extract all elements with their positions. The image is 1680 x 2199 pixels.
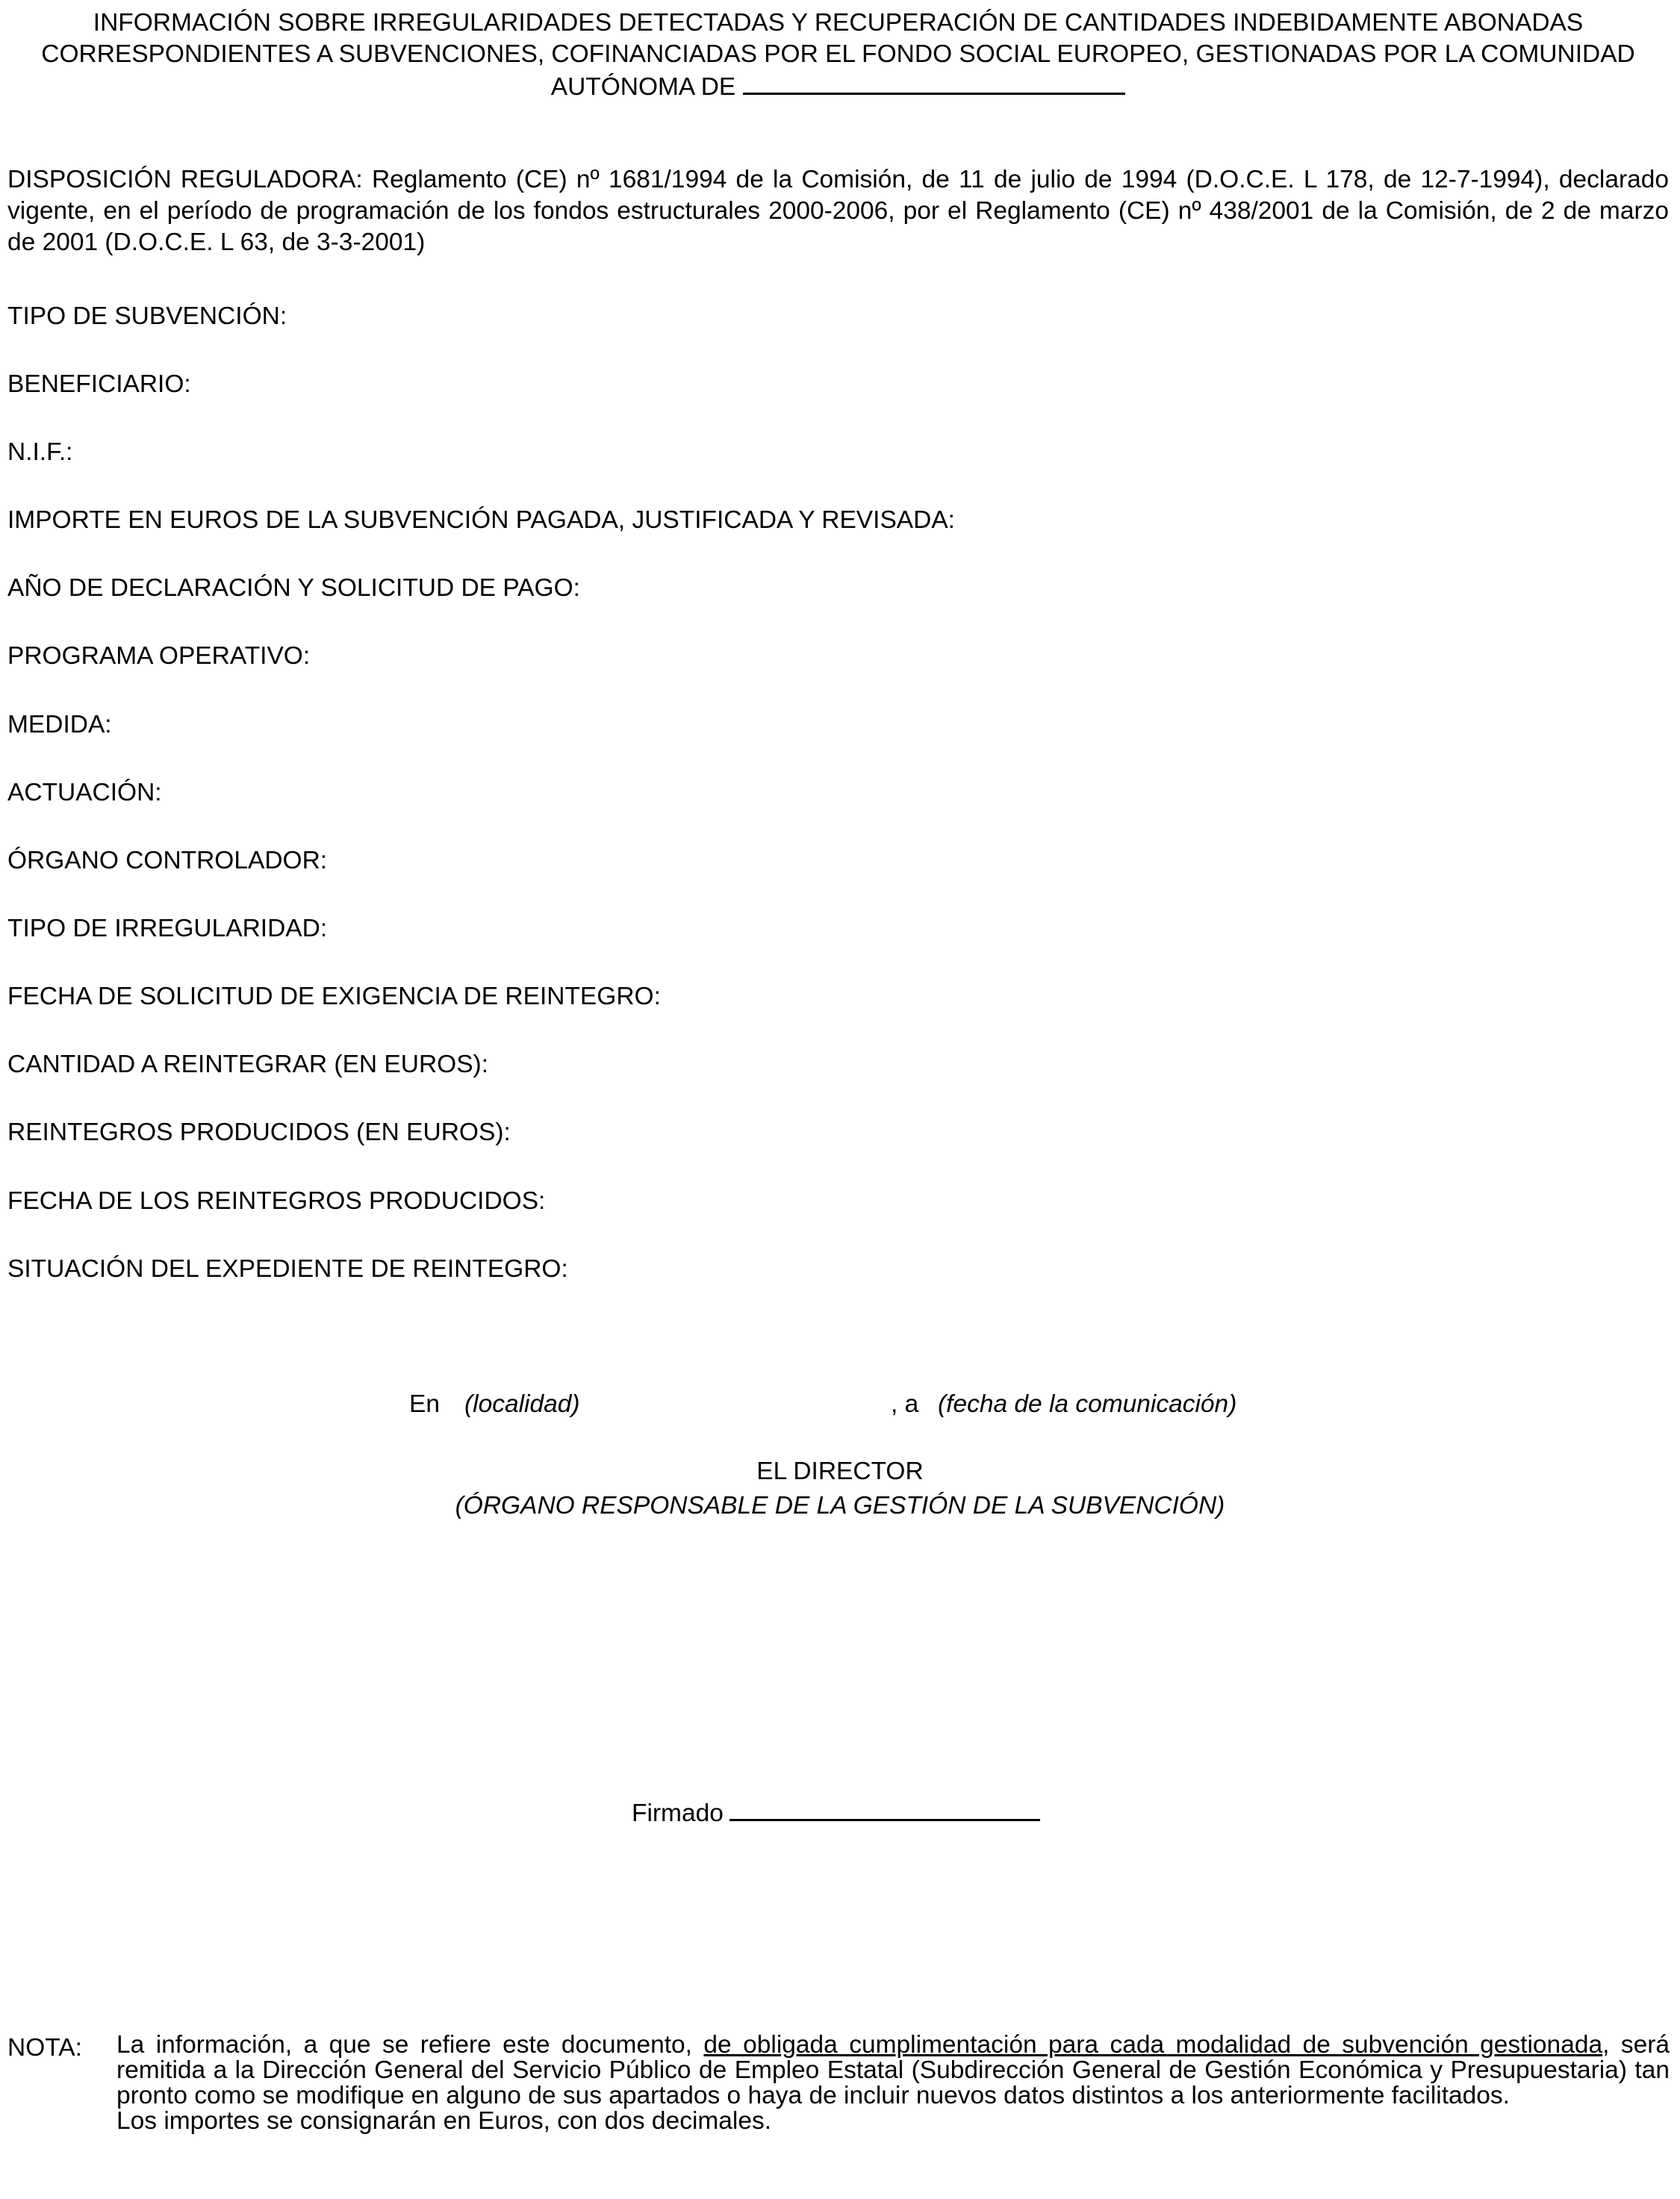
nota-label: NOTA: — [7, 2034, 82, 2062]
nota-intro: La información, a que se refiere este documento, — [116, 2031, 692, 2059]
place-en: En — [409, 1390, 440, 1418]
field-fecha-solicitud: FECHA DE SOLICITUD DE EXIGENCIA DE REINTEGRO: — [7, 983, 661, 1010]
field-organo-controlador: ÓRGANO CONTROLADOR: — [7, 847, 328, 874]
field-importe: IMPORTE EN EUROS DE LA SUBVENCIÓN PAGADA, JUSTIFICADA Y REVISADA: — [7, 506, 955, 534]
place-fecha: (fecha de la comunicación) — [938, 1390, 1237, 1418]
field-tipo-subvencion: TIPO DE SUBVENCIÓN: — [7, 302, 287, 330]
field-reintegros-producidos: REINTEGROS PRODUCIDOS (EN EUROS): — [7, 1119, 511, 1146]
director-title: EL DIRECTOR — [756, 1458, 924, 1485]
document-title — [7, 7, 1669, 103]
field-medida: MEDIDA: — [7, 711, 112, 738]
field-programa-operativo: PROGRAMA OPERATIVO: — [7, 642, 311, 670]
firmado-label: Firmado — [632, 1800, 724, 1827]
field-anio-declaracion: AÑO DE DECLARACIÓN Y SOLICITUD DE PAGO: — [7, 574, 580, 602]
field-cantidad-reintegrar: CANTIDAD A REINTEGRAR (EN EUROS): — [7, 1051, 489, 1078]
disposicion-reguladora: DISPOSICIÓN REGULADORA: Reglamento (CE) nº 1681/1994 de la Comisión, de 11 de julio de 1994 (D.O.C.E. L 178, de 12-7-1994), declarado vigente, en el período de programación de los fondos estructurales 2000-2006, por el Reglamento (CE) nº 438/2001 de la Comisión, de 2 de marzo de 2001 (D.O.C.E. L 63, de 3-3-2001) — [7, 166, 1669, 256]
nota-importes: Los importes se consignarán en Euros, con dos decimales. — [116, 2107, 772, 2135]
signature-line — [729, 1797, 1040, 1821]
director-organo: (ÓRGANO RESPONSABLE DE LA GESTIÓN DE LA SUBVENCIÓN) — [455, 1492, 1225, 1520]
field-tipo-irregularidad: TIPO DE IRREGULARIDAD: — [7, 915, 328, 942]
nota-rest: , será remitida a la Dirección General del Servicio Público de Empleo Estatal (Subdirección General de Gestión Económica y Presupuestaria) tan pronto como se modifique en alguno de sus apartados o haya de incluir nuevos datos distintos a los anteriormente facilitados. — [116, 2031, 1670, 2109]
comunidad-blank-line — [743, 70, 1125, 95]
field-actuacion: ACTUACIÓN: — [7, 779, 162, 806]
document-title-text: INFORMACIÓN SOBRE IRREGULARIDADES DETECTADAS Y RECUPERACIÓN DE CANTIDADES INDEBIDAMENTE ABONADAS CORRESPONDIENTES A SUBVENCIONES, COFINANCIADAS POR EL FONDO SOCIAL EUROPEO, GESTIONADAS POR LA COMUNIDAD AUTÓNOMA DE — [41, 9, 1635, 101]
place-a: , a — [891, 1390, 919, 1418]
nota-underlined: de obligada cumplimentación para cada modalidad de subvención gestionada — [703, 2031, 1603, 2059]
nota-paragraph — [116, 2032, 1670, 2109]
firmado-block — [632, 1797, 1040, 1829]
field-beneficiario: BENEFICIARIO: — [7, 370, 191, 398]
field-nif: N.I.F.: — [7, 438, 73, 466]
nota-text — [116, 2032, 1670, 2134]
place-localidad: (localidad) — [464, 1390, 580, 1418]
field-fecha-reintegros: FECHA DE LOS REINTEGROS PRODUCIDOS: — [7, 1187, 546, 1215]
field-situacion-expediente: SITUACIÓN DEL EXPEDIENTE DE REINTEGRO: — [7, 1255, 568, 1283]
